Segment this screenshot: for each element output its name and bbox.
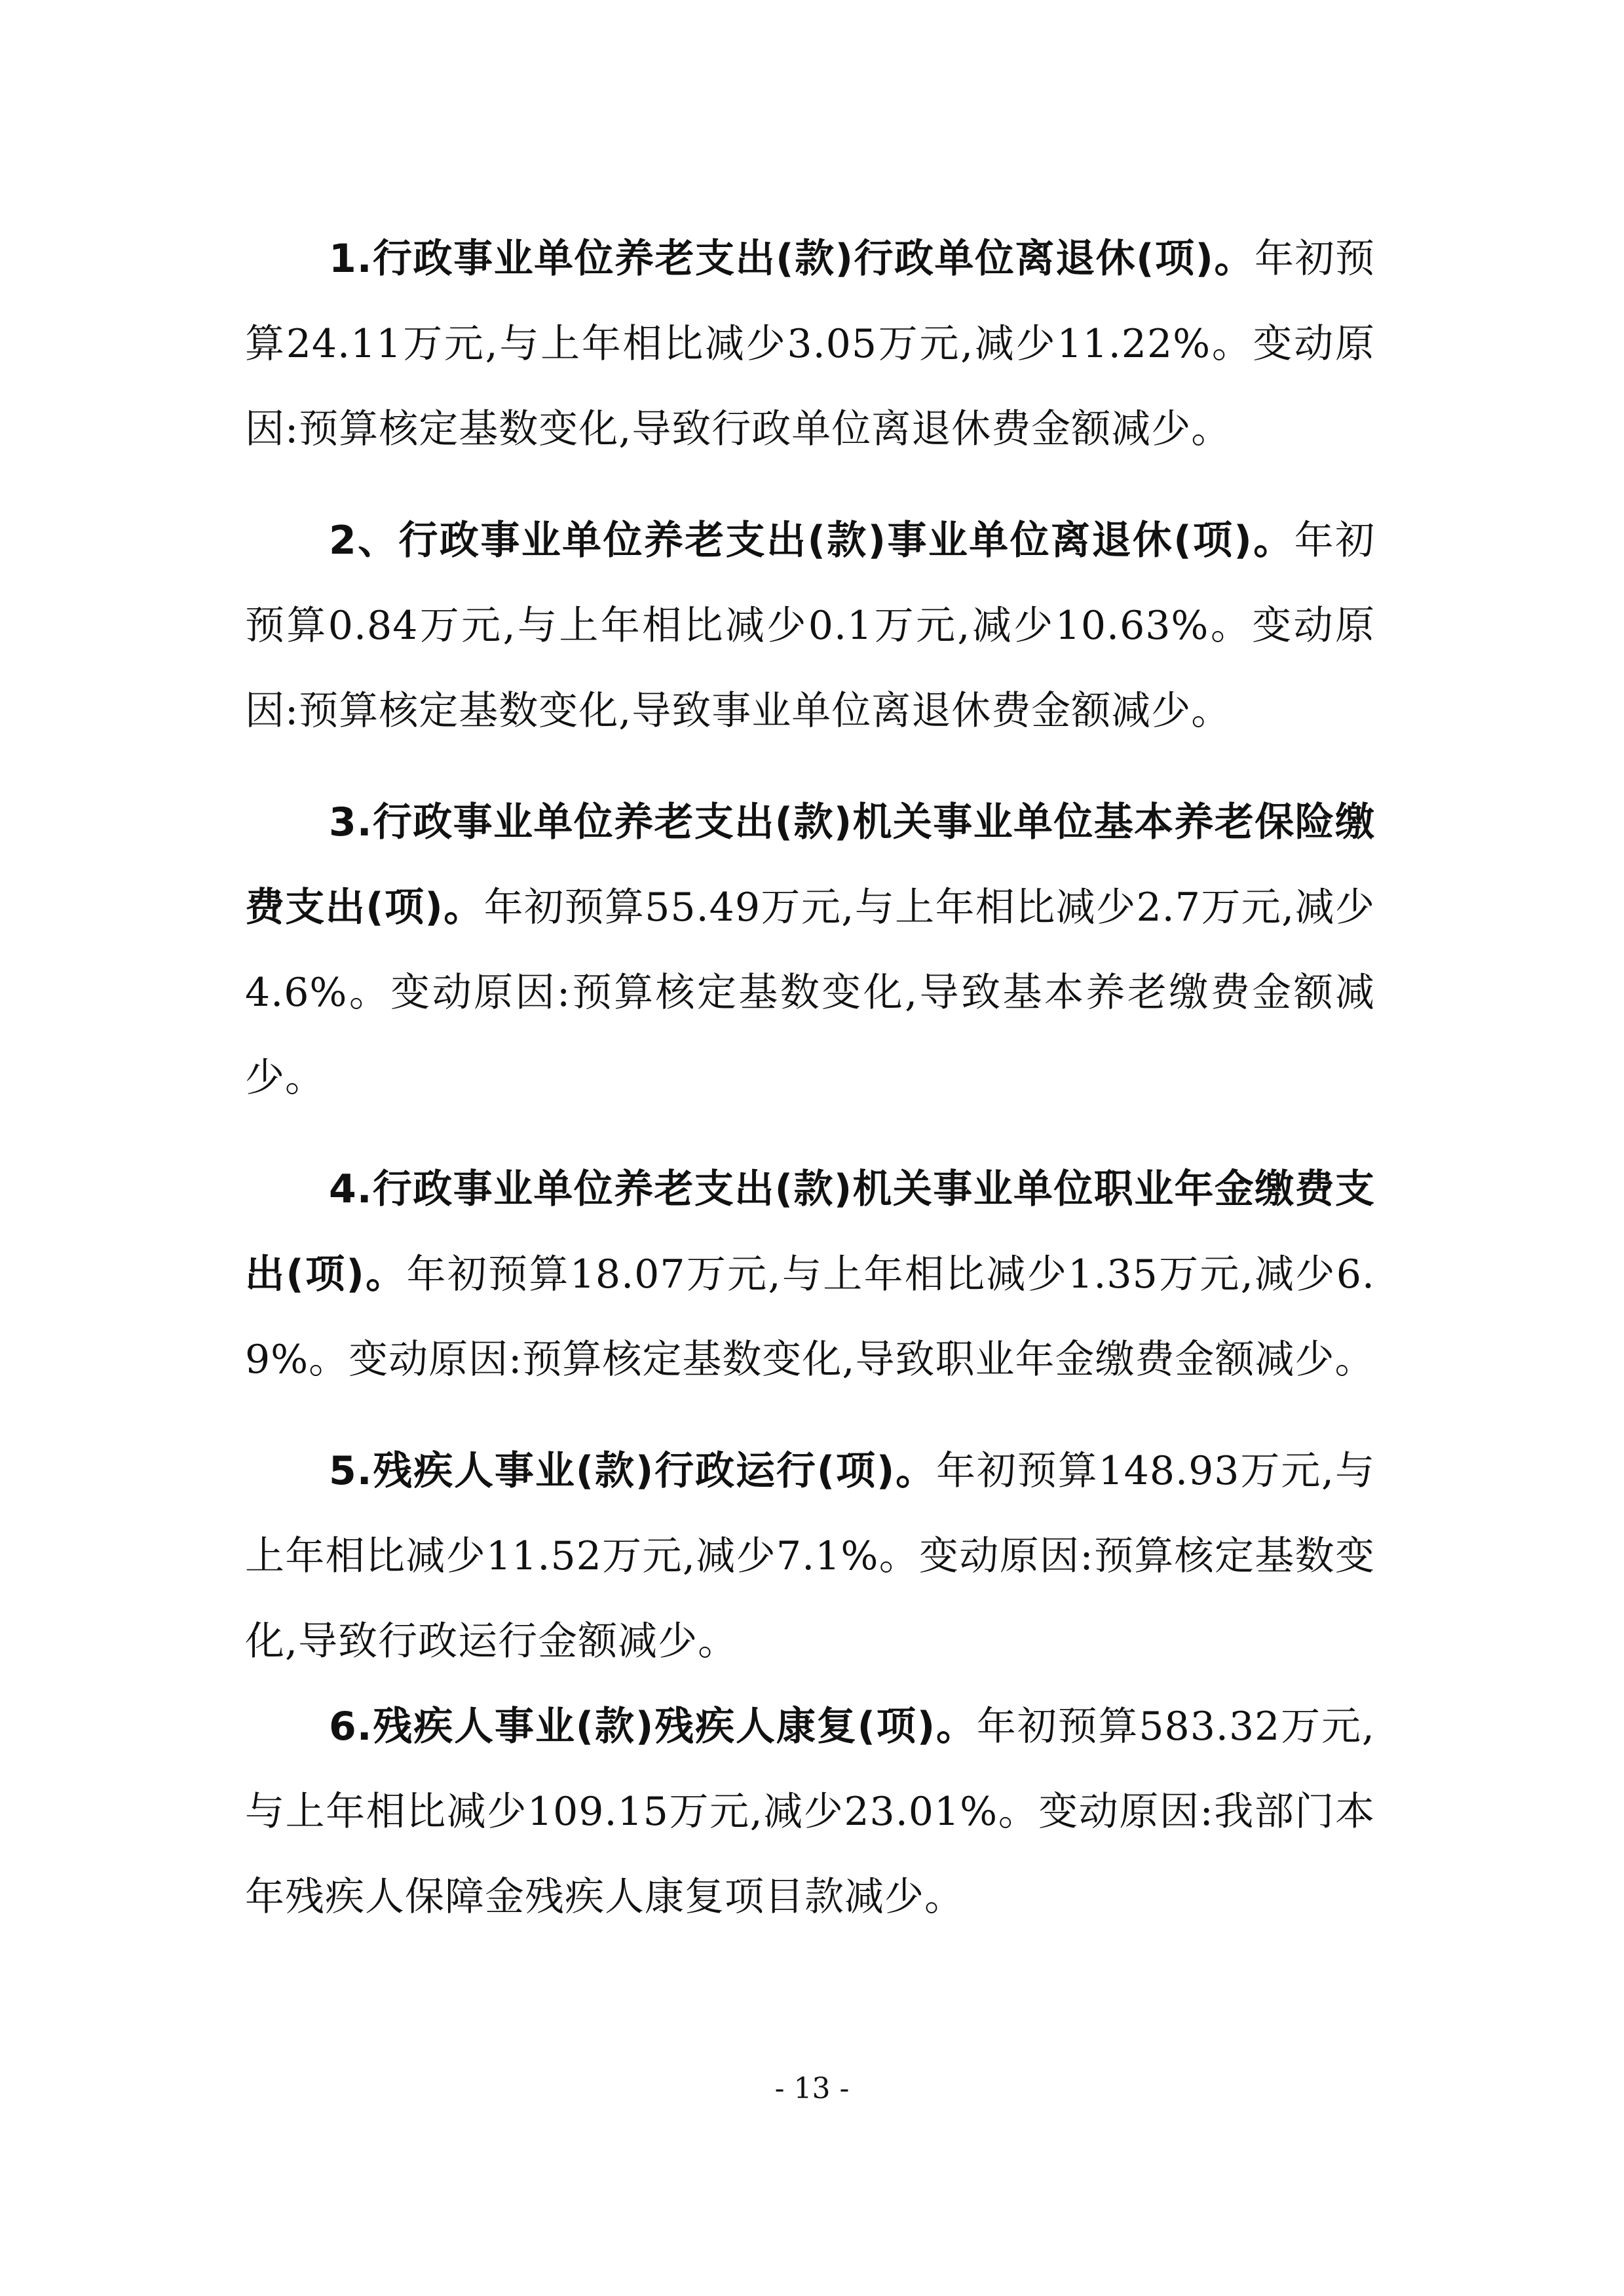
paragraph-5-text: 年初预算148.93万元,与上年相比减少11.52万元,减少7.1%。变动原因:预算核定基数变化,导致行政运行金额减少。 — [245, 1448, 1376, 1664]
paragraph-3 — [245, 780, 1375, 1120]
paragraph-4-heading: 4.行政事业单位养老支出(款)机关事业单位职业年金缴费支出(项)。 — [245, 1166, 1375, 1297]
paragraph-3-heading: 3.行政事业单位养老支出(款)机关事业单位基本养老保险缴费支出(项)。 — [245, 799, 1375, 930]
paragraph-1-text: 年初预算24.11万元,与上年相比减少3.05万元,减少11.22%。变动原因:预算核定基数变化,导致行政单位离退休费金额减少。 — [245, 236, 1376, 452]
paragraph-6-text: 年初预算583.32万元,与上年相比减少109.15万元,减少23.01%。变动原因:我部门本年残疾人保障金残疾人康复项目款减少。 — [245, 1704, 1375, 1920]
page-number: - 13 - — [774, 2072, 850, 2105]
paragraph-2 — [245, 498, 1375, 754]
paragraph-4 — [245, 1147, 1375, 1402]
paragraph-6 — [245, 1684, 1375, 1940]
paragraph-3-text: 年初预算55.49万元,与上年相比减少2.7万元,减少4.6%。变动原因:预算核定基数变化,导致基本养老缴费金额减少。 — [245, 885, 1375, 1101]
paragraph-1-heading: 1.行政事业单位养老支出(款)行政单位离退休(项)。 — [329, 236, 1255, 282]
paragraph-2-text: 年初预算0.84万元,与上年相比减少0.1万元,减少10.63%。变动原因:预算核定基数变化,导致事业单位离退休费金额减少。 — [245, 518, 1376, 734]
paragraph-6-heading: 6.残疾人事业(款)残疾人康复(项)。 — [329, 1704, 977, 1750]
paragraph-4-text: 年初预算18.07万元,与上年相比减少1.35万元,减少6.9%。变动原因:预算核定基数变化,导致职业年金缴费金额减少。 — [245, 1252, 1375, 1383]
paragraph-2-heading: 2、行政事业单位养老支出(款)事业单位离退休(项)。 — [329, 518, 1294, 564]
paragraph-5 — [245, 1428, 1375, 1684]
document-body — [245, 216, 1375, 1940]
paragraph-1 — [245, 216, 1375, 472]
paragraph-5-heading: 5.残疾人事业(款)行政运行(项)。 — [329, 1448, 937, 1494]
